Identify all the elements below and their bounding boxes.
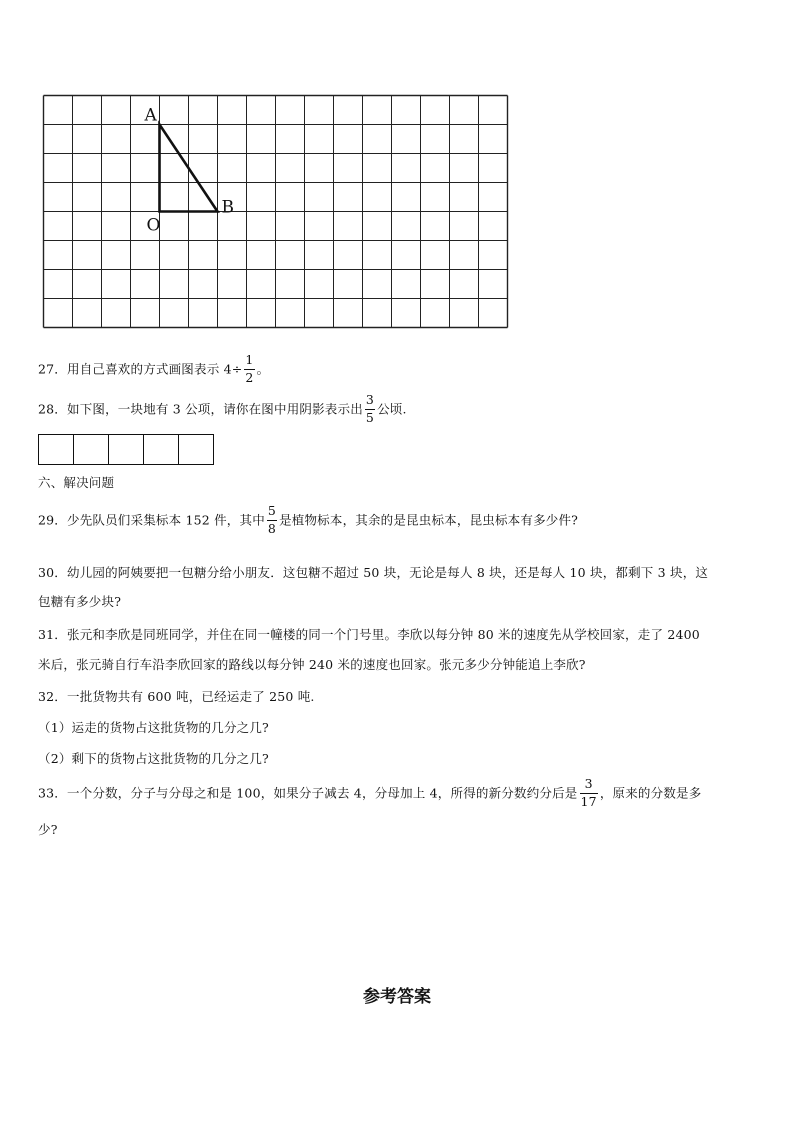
point-label-a: A — [144, 105, 157, 126]
question-27-tail: 。 — [256, 361, 270, 377]
fraction-denominator: 5 — [365, 409, 375, 425]
question-30-line2: 包糖有多少块? — [38, 594, 122, 609]
question-29 — [38, 503, 579, 536]
question-30-line1: 30．幼儿园的阿姨要把一包糖分给小朋友．这包糖不超过 50 块，无论是每人 8 块，还是每人 10 块，都剩下 3 块，这 — [38, 565, 709, 580]
question-32-sub1: （1）运走的货物占这批货物的几分之几? — [38, 720, 269, 735]
question-33-post: ，原来的分数是多 — [599, 785, 702, 801]
fraction-denominator: 17 — [580, 793, 597, 809]
fraction-numerator: 5 — [267, 503, 277, 518]
question-27-text: 27．用自己喜欢的方式画图表示 4÷ — [38, 361, 243, 377]
section-heading: 六、解决问题 — [38, 475, 115, 490]
land-box — [143, 434, 179, 465]
fraction-numerator: 3 — [365, 392, 375, 407]
question-28-text: 28．如下图，一块地有 3 公项，请你在图中用阴影表示出 — [38, 401, 363, 417]
land-box — [178, 434, 214, 465]
question-29-pre: 29．少先队员们采集标本 152 件，其中 — [38, 512, 265, 528]
question-28-tail: 公顷. — [377, 401, 407, 417]
question-33 — [38, 776, 702, 809]
fraction-three-fifths — [365, 394, 375, 424]
question-27 — [38, 352, 270, 385]
question-32: 32．一批货物共有 600 吨，已经运走了 250 吨. — [38, 689, 315, 704]
question-28 — [38, 392, 407, 425]
fraction-five-eighths — [267, 505, 277, 535]
question-31-line2: 米后，张元骑自行车沿李欣回家的路线以每分钟 240 米的速度也回家。张元多少分钟能追上李欣? — [38, 657, 586, 672]
point-label-o: O — [146, 215, 161, 236]
question-29-post: 是植物标本，其余的是昆虫标本，昆虫标本有多少件? — [279, 512, 579, 528]
land-box — [73, 434, 109, 465]
fraction-one-half — [244, 354, 254, 384]
fraction-denominator: 8 — [267, 520, 277, 536]
question-33-line2: 少? — [38, 822, 58, 837]
question-32-sub2: （2）剩下的货物占这批货物的几分之几? — [38, 751, 269, 766]
land-box — [108, 434, 144, 465]
answer-section-title: 参考答案 — [363, 987, 431, 1007]
fraction-numerator: 3 — [584, 776, 593, 791]
fraction-numerator: 1 — [245, 352, 254, 367]
fraction-three-seventeenths — [580, 778, 598, 808]
point-label-b: B — [221, 197, 234, 218]
grid-figure — [0, 0, 794, 340]
fraction-denominator: 2 — [245, 369, 254, 385]
land-boxes — [38, 434, 214, 465]
question-33-pre: 33．一个分数，分子与分母之和是 100，如果分子减去 4，分母加上 4，所得的新分数约分后是 — [38, 785, 578, 801]
question-31-line1: 31．张元和李欣是同班同学，并住在同一幢楼的同一个门号里。李欣以每分钟 80 米的速度先从学校回家，走了 2400 — [38, 627, 700, 642]
land-box — [38, 434, 74, 465]
